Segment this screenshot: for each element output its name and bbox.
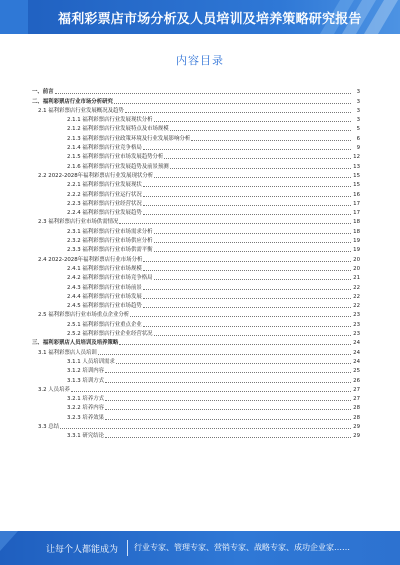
- toc-entry-page: 5: [356, 126, 360, 133]
- toc-leader-dots: [191, 140, 351, 141]
- toc-entry-page: 23: [353, 312, 360, 319]
- toc-leader-dots: [154, 335, 351, 336]
- toc-entry-label: 2.3.2 福利彩票店行业市场供应分析: [67, 238, 153, 245]
- toc-entry-label: 3.1.2 培训内容: [67, 368, 104, 375]
- footer-divider: [127, 540, 128, 556]
- toc-leader-dots: [55, 93, 351, 94]
- toc-leader-dots: [143, 196, 351, 197]
- toc-entry-page: 27: [353, 396, 360, 403]
- toc-entry-label: 2.1.2 福利彩票店行业发展特点及市场规模: [67, 126, 169, 133]
- toc-entry-label: 2.2.1 福利彩票店行业发展现状: [67, 182, 142, 189]
- toc-entry[interactable]: [32, 430, 360, 439]
- toc-entry[interactable]: [32, 393, 360, 402]
- toc-entry-page: 25: [353, 368, 360, 375]
- toc-leader-dots: [105, 400, 351, 401]
- toc-leader-dots: [119, 344, 351, 345]
- toc-entry-page: 17: [353, 200, 360, 207]
- footer-decoration: [0, 531, 40, 565]
- toc-entry-label: 2.1.3 福利彩票店行业政策环境及行业发展影响分析: [67, 135, 191, 142]
- toc-entry-label: 2.1.6 福利彩票店行业发展趋势及前景预测: [67, 163, 169, 170]
- toc-entry[interactable]: [32, 244, 360, 253]
- toc-entry[interactable]: [32, 384, 360, 393]
- toc-entry[interactable]: [32, 421, 360, 430]
- toc-entry[interactable]: [32, 198, 360, 207]
- toc-entry-page: 22: [353, 284, 360, 291]
- toc-entry-page: 22: [353, 293, 360, 300]
- toc-entry-label: 2.1.1 福利彩票店行业发展现状分析: [67, 117, 153, 124]
- toc-entry-page: 28: [353, 414, 360, 421]
- toc-entry-label: 2.3 福利彩票店行业市场供需情况: [38, 219, 119, 226]
- toc-entry-page: 17: [353, 210, 360, 217]
- toc-leader-dots: [170, 130, 351, 131]
- toc-entry-label: 2.2 2022-2028年福利彩票店行业发展现状分析: [38, 172, 154, 179]
- toc-entry[interactable]: [32, 402, 360, 411]
- toc-entry-label: 2.4.3 福利彩票店行业市场前景: [67, 284, 142, 291]
- toc-entry-page: 19: [353, 238, 360, 245]
- toc-entry-page: 24: [353, 349, 360, 356]
- toc-entry-label: 3.2.1 培养方式: [67, 396, 104, 403]
- toc-leader-dots: [164, 158, 351, 159]
- toc-leader-dots: [105, 382, 351, 383]
- toc-leader-dots: [154, 279, 351, 280]
- toc-entry-page: 24: [353, 358, 360, 365]
- toc-leader-dots: [98, 354, 351, 355]
- toc-entry-label: 一、前言: [32, 89, 54, 96]
- toc-entry-label: 2.4.1 福利彩票店行业市场规模: [67, 265, 142, 272]
- toc-entry-page: 22: [353, 303, 360, 310]
- toc-entry-page: 23: [353, 321, 360, 328]
- toc-entry-page: 29: [353, 433, 360, 440]
- toc-entry-label: 2.3.3 福利彩票店行业市场供需平衡: [67, 247, 153, 254]
- toc-entry-page: 6: [356, 135, 360, 142]
- toc-entry[interactable]: [32, 309, 360, 318]
- toc-entry[interactable]: [32, 216, 360, 225]
- footer-roles: 行业专家、管理专家、营销专家、战略专家、成功企业家……: [134, 543, 350, 552]
- toc-entry-page: 3: [356, 89, 360, 96]
- toc-leader-dots: [154, 251, 351, 252]
- toc-leader-dots: [105, 419, 351, 420]
- toc-entry-label: 2.1.5 福利彩票店行业市场发展趋势分析: [67, 154, 164, 161]
- toc-entry-page: 15: [353, 182, 360, 189]
- toc-leader-dots: [143, 149, 351, 150]
- toc-entry-label: 2.4.4 福利彩票店行业市场发展: [67, 293, 142, 300]
- toc-entry-label: 2.2.4 福利彩票店行业发展趋势: [67, 210, 142, 217]
- toc-entry[interactable]: [32, 225, 360, 234]
- toc-leader-dots: [71, 391, 351, 392]
- toc-heading: 内容目录: [176, 54, 224, 67]
- toc-entry-label: 2.1 福利彩票店行业发展概况及趋势: [38, 107, 124, 114]
- toc-entry[interactable]: [32, 365, 360, 374]
- toc-entry-label: 2.5.2 福利彩票店行业企业经营状况: [67, 331, 153, 338]
- toc-leader-dots: [154, 177, 351, 178]
- toc-leader-dots: [105, 437, 351, 438]
- toc-entry-page: 20: [353, 265, 360, 272]
- report-title: 福利彩票店市场分析及人员培训及培养策略研究报告: [58, 12, 362, 27]
- toc-entry[interactable]: [32, 300, 360, 309]
- toc-entry-label: 3.2.3 培养效果: [67, 414, 104, 421]
- toc-entry[interactable]: [32, 272, 360, 281]
- toc-entry-page: 26: [353, 377, 360, 384]
- toc-leader-dots: [130, 316, 351, 317]
- toc-entry[interactable]: [32, 160, 360, 169]
- toc-entry-page: 3: [356, 117, 360, 124]
- toc-entry-label: 3.3.1 研究结论: [67, 433, 104, 440]
- toc-entry-page: 18: [353, 228, 360, 235]
- toc-entry-page: 15: [353, 172, 360, 179]
- toc-entry[interactable]: [32, 105, 360, 114]
- toc-entry-page: 16: [353, 191, 360, 198]
- toc-leader-dots: [143, 261, 351, 262]
- toc-entry-page: 19: [353, 247, 360, 254]
- toc-leader-dots: [60, 428, 351, 429]
- toc-entry-label: 2.3.1 福利彩票店行业市场需求分析: [67, 228, 153, 235]
- toc-entry[interactable]: [32, 253, 360, 262]
- toc-entry[interactable]: [32, 95, 360, 104]
- toc-entry[interactable]: [32, 114, 360, 123]
- toc-entry-page: 29: [353, 423, 360, 430]
- toc-leader-dots: [143, 289, 351, 290]
- toc-leader-dots: [125, 112, 351, 113]
- toc-leader-dots: [143, 307, 351, 308]
- toc-entry[interactable]: [32, 132, 360, 141]
- toc-entry[interactable]: [32, 123, 360, 132]
- toc-leader-dots: [143, 270, 351, 271]
- toc-entry-label: 2.4.2 福利彩票店行业市场竞争格局: [67, 275, 153, 282]
- toc-entry-page: 3: [356, 107, 360, 114]
- toc-entry-label: 3.3 总结: [38, 423, 60, 430]
- toc-leader-dots: [105, 409, 351, 410]
- toc-entry-page: 12: [353, 154, 360, 161]
- toc-entry-label: 3.1.1 人员培训需求: [67, 358, 115, 365]
- toc-entry-page: 27: [353, 386, 360, 393]
- toc-entry[interactable]: [32, 170, 360, 179]
- toc-entry-page: 13: [353, 163, 360, 170]
- toc-entry[interactable]: [32, 86, 360, 95]
- toc-entry-label: 3.1 福利彩票店人员培训: [38, 349, 97, 356]
- toc-entry-page: 21: [353, 275, 360, 282]
- toc-entry[interactable]: [32, 291, 360, 300]
- toc-leader-dots: [154, 242, 351, 243]
- toc-leader-dots: [114, 103, 351, 104]
- toc-entry[interactable]: [32, 142, 360, 151]
- toc-leader-dots: [105, 372, 351, 373]
- table-of-contents: [32, 86, 360, 439]
- toc-entry[interactable]: [32, 337, 360, 346]
- toc-entry-label: 2.5.1 福利彩票店行业重点企业: [67, 321, 142, 328]
- toc-leader-dots: [143, 298, 351, 299]
- toc-entry-label: 3.1.3 培训方式: [67, 377, 104, 384]
- toc-entry[interactable]: [32, 235, 360, 244]
- toc-leader-dots: [116, 363, 351, 364]
- toc-entry-page: 3: [356, 98, 360, 105]
- toc-leader-dots: [119, 223, 351, 224]
- toc-entry[interactable]: [32, 374, 360, 383]
- toc-leader-dots: [143, 326, 351, 327]
- toc-leader-dots: [154, 233, 351, 234]
- toc-leader-dots: [170, 168, 351, 169]
- toc-entry-page: 20: [353, 256, 360, 263]
- header-ribbon: [0, 0, 28, 34]
- toc-entry[interactable]: [32, 318, 360, 327]
- toc-entry[interactable]: [32, 328, 360, 337]
- toc-entry-label: 2.1.4 福利彩票店行业竞争格局: [67, 145, 142, 152]
- toc-entry[interactable]: [32, 188, 360, 197]
- toc-entry[interactable]: [32, 281, 360, 290]
- toc-entry[interactable]: [32, 356, 360, 365]
- toc-entry-label: 3.2 人员培养: [38, 386, 70, 393]
- toc-leader-dots: [143, 214, 351, 215]
- toc-entry-page: 23: [353, 331, 360, 338]
- toc-entry-label: 2.5 福利彩票店行业市场重点企业分析: [38, 312, 130, 319]
- toc-entry-page: 28: [353, 405, 360, 412]
- toc-entry[interactable]: [32, 411, 360, 420]
- toc-leader-dots: [143, 186, 351, 187]
- toc-entry[interactable]: [32, 207, 360, 216]
- toc-entry-page: 18: [353, 219, 360, 226]
- toc-entry[interactable]: [32, 346, 360, 355]
- toc-entry-label: 3.2.2 培养内容: [67, 405, 104, 412]
- toc-entry-label: 2.4.5 福利彩票店行业市场趋势: [67, 303, 142, 310]
- toc-leader-dots: [143, 205, 351, 206]
- toc-entry-label: 2.2.3 福利彩票店行业经营状况: [67, 200, 142, 207]
- toc-entry-label: 三、福利彩票店人员培训及培养策略: [32, 340, 119, 347]
- toc-entry-label: 2.4 2022-2028年福利彩票店行业市场分析: [38, 256, 143, 263]
- toc-entry-label: 2.2.2 福利彩票店行业运行状况: [67, 191, 142, 198]
- toc-entry[interactable]: [32, 151, 360, 160]
- footer-slogan: 让每个人都能成为: [46, 545, 119, 555]
- toc-entry[interactable]: [32, 263, 360, 272]
- toc-entry-label: 二、福利彩票店行业市场分析研究: [32, 98, 113, 105]
- toc-entry-page: 24: [353, 340, 360, 347]
- footer-banner: [0, 531, 400, 565]
- toc-entry-page: 9: [356, 145, 360, 152]
- toc-leader-dots: [154, 121, 351, 122]
- toc-entry[interactable]: [32, 179, 360, 188]
- header-banner: [0, 0, 400, 34]
